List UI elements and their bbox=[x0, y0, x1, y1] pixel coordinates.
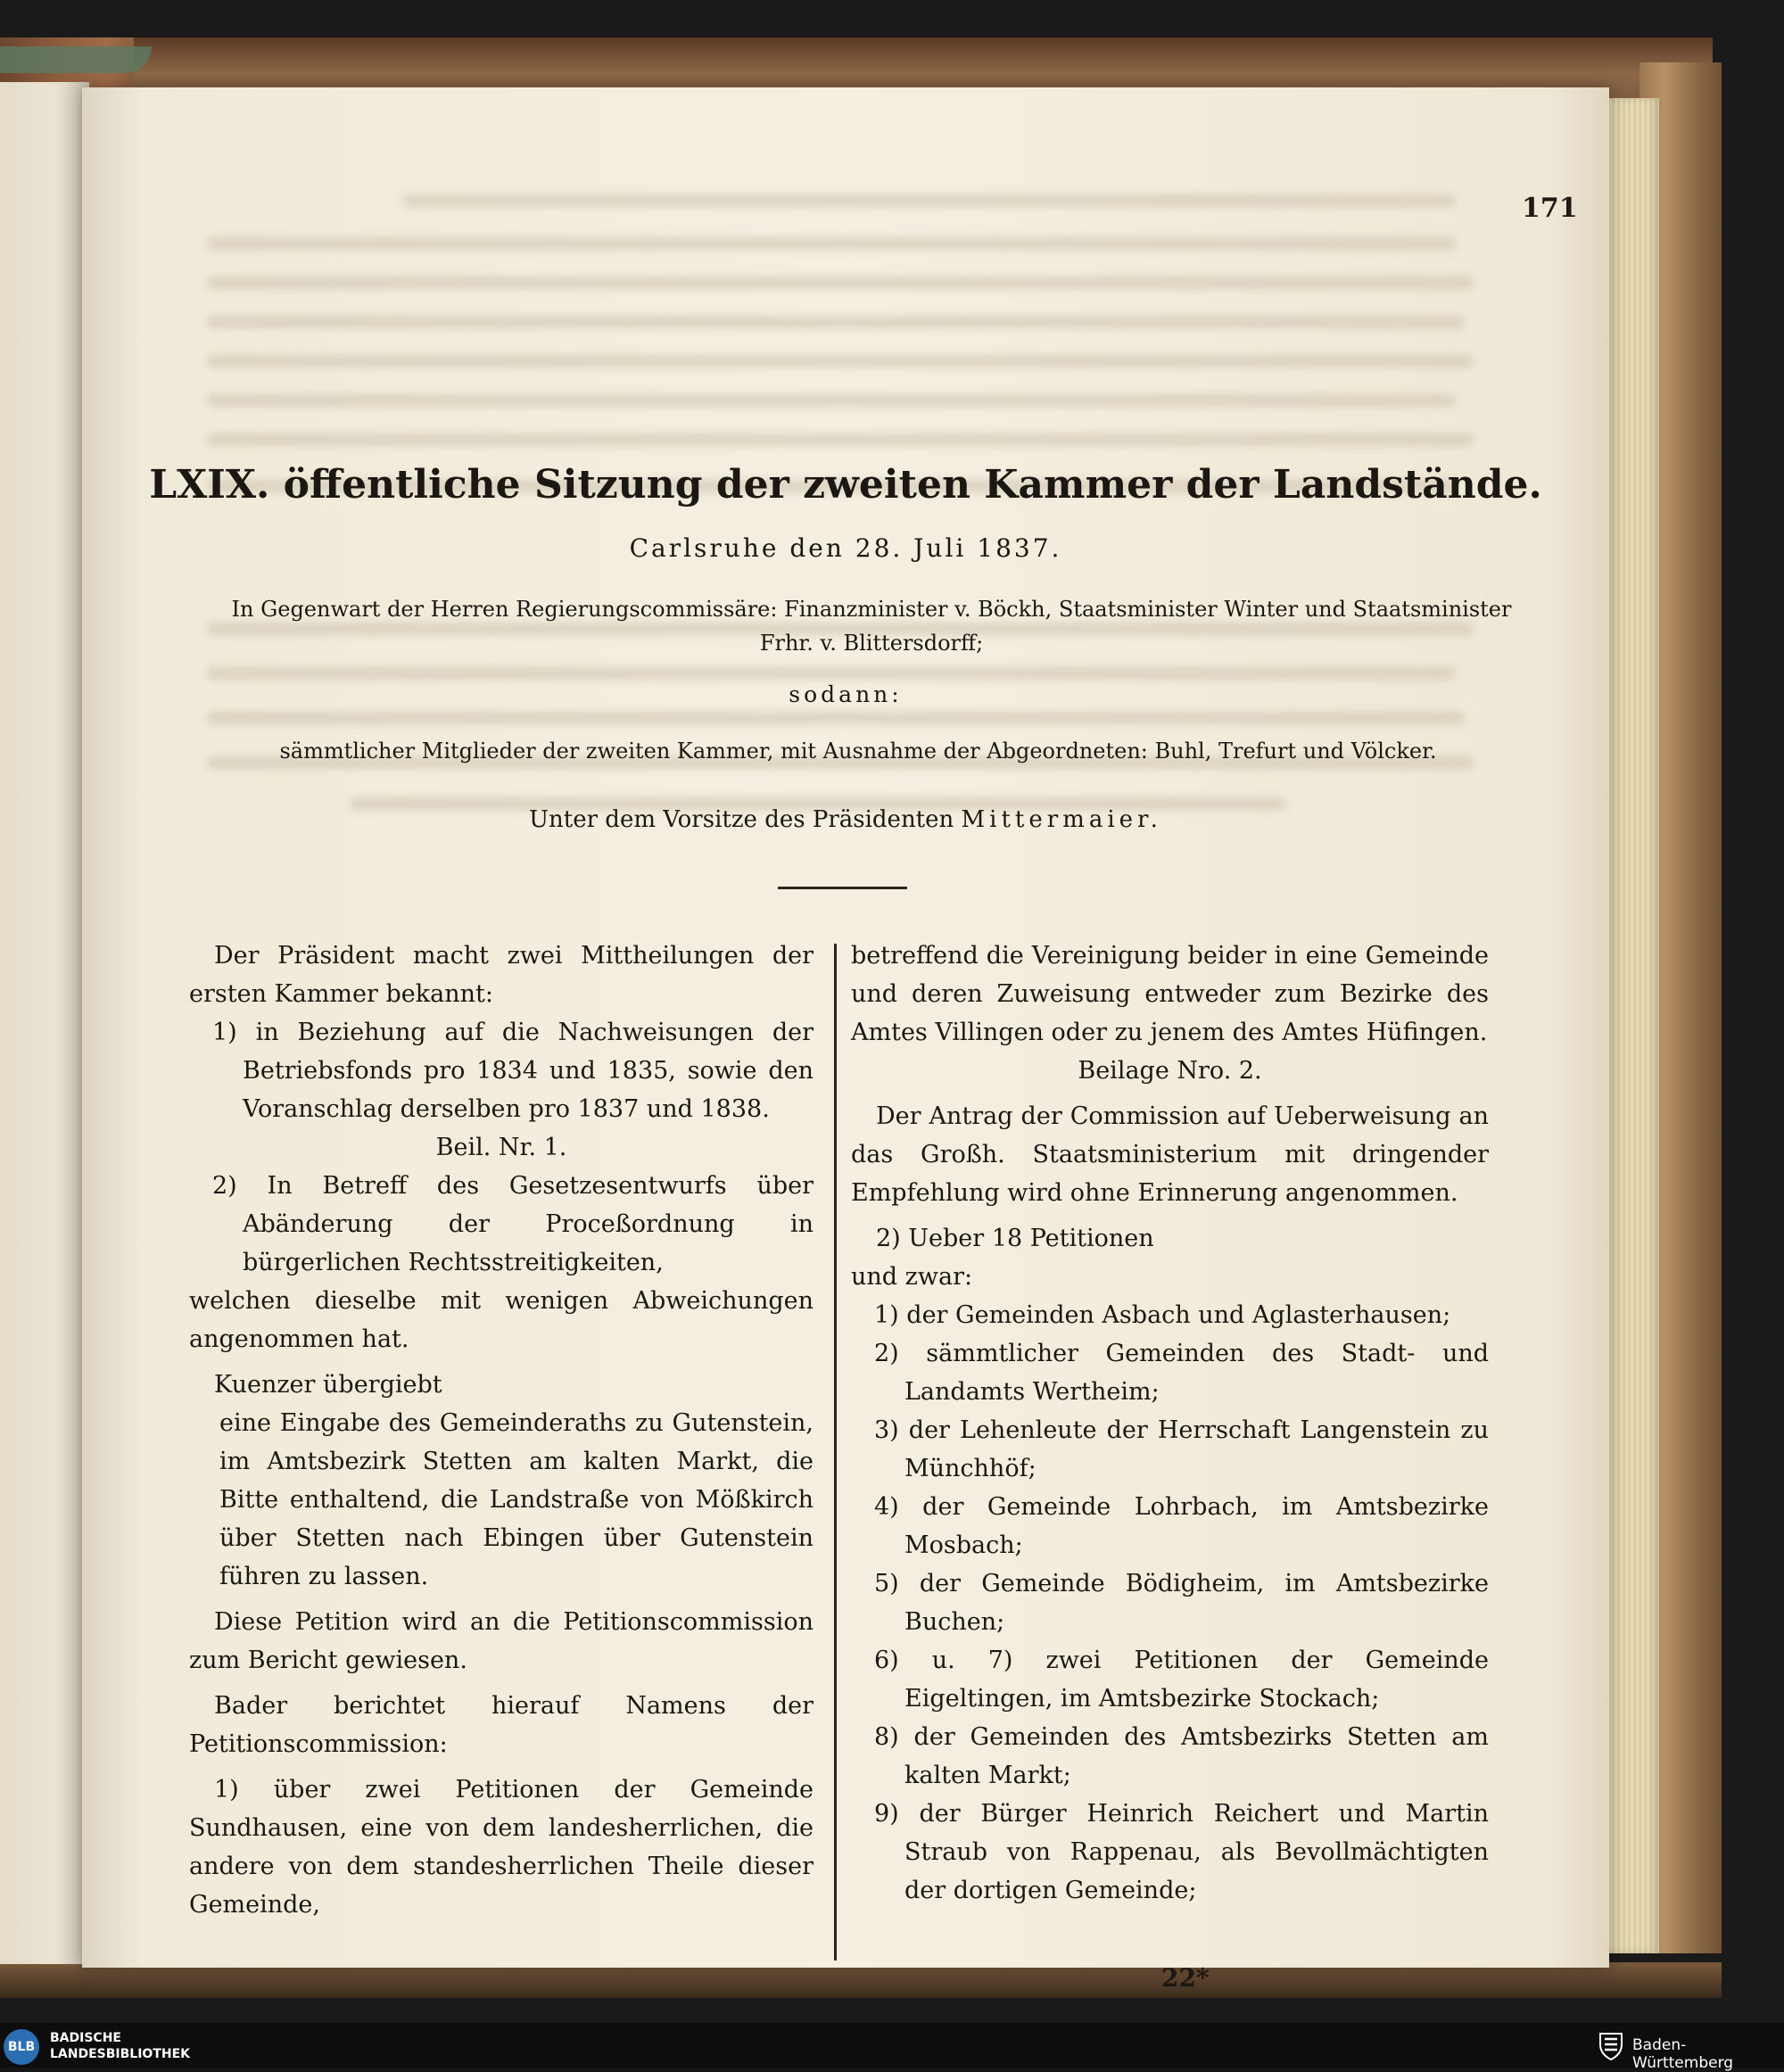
list-item: 9) der Bürger Heinrich Reichert und Martin Straub von Rappenau, als Bevollmächtigten der dortigen Gemeinde; bbox=[874, 1800, 1489, 1904]
viewer-footer-bar bbox=[0, 2023, 1784, 2068]
paragraph: Der Präsident macht zwei Mittheilungen der ersten Kammer bekannt: bbox=[189, 942, 814, 1008]
session-title: LXIX. öffentliche Sitzung der zweiten Kammer der Landstände. bbox=[149, 462, 1542, 508]
state-name[interactable]: Baden-Württemberg bbox=[1632, 2036, 1734, 2072]
library-name-line1: BADISCHE bbox=[50, 2031, 121, 2045]
section-rule bbox=[778, 887, 907, 889]
library-logo-icon[interactable]: BLB bbox=[4, 2029, 39, 2065]
book-cover-bottom bbox=[0, 1962, 1722, 1998]
presidency-line bbox=[82, 806, 1609, 833]
state-coat-of-arms-icon[interactable] bbox=[1598, 2030, 1623, 2060]
page-edges bbox=[1606, 98, 1659, 1953]
signature-mark: 22* bbox=[1161, 1963, 1210, 1993]
book-page bbox=[82, 87, 1609, 1993]
presidency-name: Mittermaier. bbox=[961, 806, 1162, 833]
paragraph: Kuenzer übergiebt bbox=[214, 1371, 442, 1399]
list-item: 8) der Gemeinden des Amtsbezirks Stetten am kalten Markt; bbox=[874, 1723, 1489, 1789]
list-item: 4) der Gemeinde Lohrbach, im Amtsbezirke Mosbach; bbox=[874, 1493, 1489, 1559]
session-date: Carlsruhe den 28. Juli 1837. bbox=[629, 533, 1062, 563]
paragraph: Bader berichtet hierauf Namens der Petitionscommission: bbox=[189, 1692, 814, 1758]
list-item: 1) der Gemeinden Asbach und Aglasterhausen; bbox=[874, 1301, 1451, 1329]
paragraph: 2) Ueber 18 Petitionen bbox=[876, 1225, 1154, 1252]
presidency-prefix: Unter dem Vorsitze des Präsidenten bbox=[529, 806, 954, 833]
list-item: 2) In Betreff des Gesetzesentwurfs über Abänderung der Proceßordnung in bürgerlichen Rechtsstreitigkeiten, bbox=[212, 1172, 814, 1276]
paragraph: Diese Petition wird an die Petitionscommission zum Bericht gewiesen. bbox=[189, 1608, 814, 1674]
attachment-ref: Beilage Nro. 2. bbox=[1078, 1057, 1262, 1085]
page-number: 171 bbox=[1522, 193, 1578, 224]
left-column bbox=[189, 937, 814, 1924]
list-item: 5) der Gemeinde Bödigheim, im Amtsbezirke Buchen; bbox=[874, 1570, 1489, 1636]
list-item: 2) sämmtlicher Gemeinden des Stadt- und Landamts Wertheim; bbox=[874, 1340, 1489, 1406]
left-page-edge bbox=[0, 82, 89, 1964]
paragraph: eine Eingabe des Gemeinderaths zu Gutenstein, im Amtsbezirk Stetten am kalten Markt, die Bitte enthaltend, die Landstraße von Mößkirch über Stetten nach Ebingen über Gutenstein führen zu lassen. bbox=[219, 1409, 814, 1590]
column-divider bbox=[834, 944, 837, 1961]
list-item: 6) u. 7) zwei Petitionen der Gemeinde Eigeltingen, im Amtsbezirke Stockach; bbox=[874, 1647, 1489, 1713]
attendance-commissioners: In Gegenwart der Herren Regierungscommissäre: Finanzminister v. Böckh, Staatsminister Winter und Staatsminister Frhr. v. Blittersdorff; bbox=[231, 597, 1512, 656]
list-item: 1) in Beziehung auf die Nachweisungen der Betriebsfonds pro 1834 und 1835, sowie den Voranschlag derselben pro 1837 und 1838. bbox=[212, 1019, 814, 1123]
attendance-members: sämmtlicher Mitglieder der zweiten Kammer, mit Ausnahme der Abgeordneten: Buhl, Trefurt und Völcker. bbox=[279, 739, 1437, 764]
paragraph: welchen dieselbe mit wenigen Abweichungen angenommen hat. bbox=[189, 1287, 814, 1353]
right-column bbox=[851, 937, 1489, 1910]
library-name[interactable] bbox=[50, 2030, 190, 2062]
library-name-line2: LANDESBIBLIOTHEK bbox=[50, 2047, 191, 2061]
attendance-sodann: sodann: bbox=[789, 681, 903, 707]
paragraph: und zwar: bbox=[851, 1263, 973, 1291]
attachment-ref: Beil. Nr. 1. bbox=[435, 1134, 567, 1161]
list-item: 3) der Lehenleute der Herrschaft Langenstein zu Münchhöf; bbox=[874, 1416, 1489, 1482]
paragraph: Der Antrag der Commission auf Ueberweisung an das Großh. Staatsministerium mit dringender Empfehlung wird ohne Erinnerung angenommen. bbox=[851, 1102, 1489, 1207]
book-spine-edge bbox=[0, 46, 152, 73]
paragraph: 1) über zwei Petitionen der Gemeinde Sundhausen, eine von dem landesherrlichen, die andere von dem standesherrlichen Theile dieser Gemeinde, bbox=[189, 1776, 814, 1919]
paragraph: betreffend die Vereinigung beider in eine Gemeinde und deren Zuweisung entweder zum Bezirke des Amtes Villingen oder zu jenem des Amtes Hüfingen. bbox=[851, 942, 1489, 1046]
